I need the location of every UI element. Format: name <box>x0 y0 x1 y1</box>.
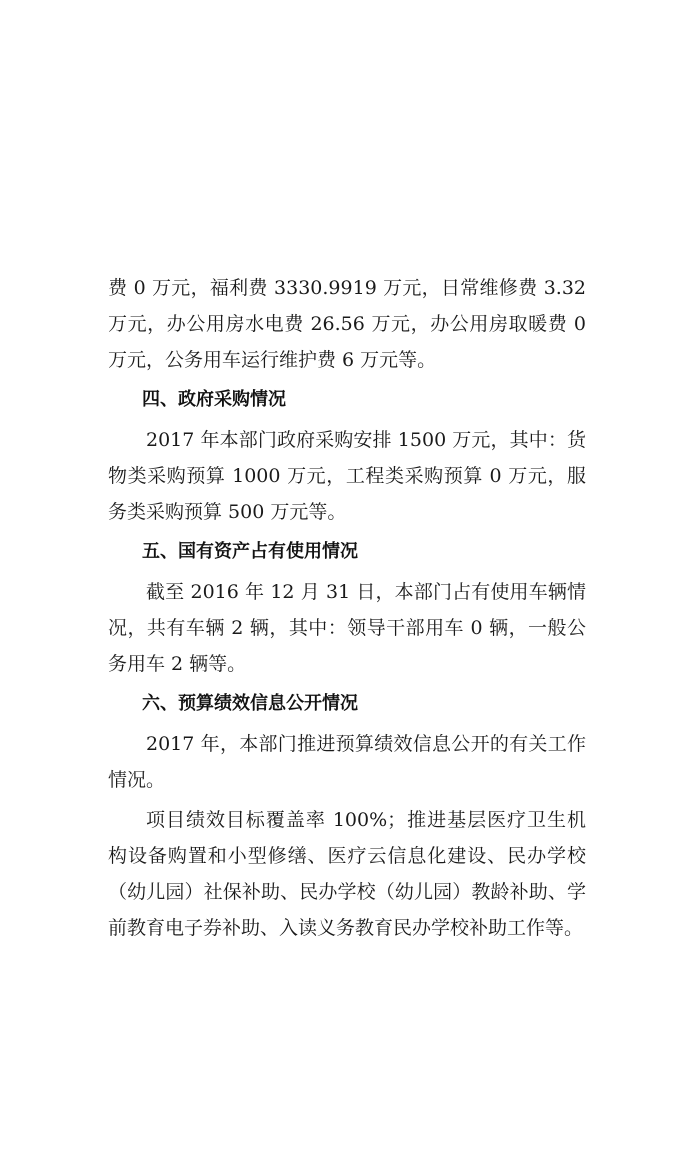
performance-paragraph-2: 项目绩效目标覆盖率 100%；推进基层医疗卫生机构设备购置和小型修缮、医疗云信息化建设、民办学校（幼儿园）社保补助、民办学校（幼儿园）教龄补助、学前教育电子券补助、入读义务教育民办学校补助工作等。 <box>108 809 586 939</box>
performance-paragraph-1: 2017 年，本部门推进预算绩效信息公开的有关工作情况。 <box>108 733 586 791</box>
section-heading-state-assets: 五、国有资产占有使用情况 <box>142 541 358 562</box>
procurement-paragraph: 2017 年本部门政府采购安排 1500 万元，其中：货物类采购预算 1000 万元，工程类采购预算 0 万元，服务类采购预算 500 万元等。 <box>108 429 586 523</box>
intro-paragraph: 费 0 万元，福利费 3330.9919 万元，日常维修费 3.32 万元，办公用房水电费 26.56 万元，办公用房取暖费 0 万元，公务用车运行维护费 6 万元等。 <box>108 277 586 371</box>
document-body <box>108 270 586 946</box>
section-heading-performance-disclosure: 六、预算绩效信息公开情况 <box>142 693 358 714</box>
state-assets-paragraph: 截至 2016 年 12 月 31 日，本部门占有使用车辆情况，共有车辆 2 辆，其中：领导干部用车 0 辆，一般公务用车 2 辆等。 <box>108 581 586 675</box>
section-heading-procurement: 四、政府采购情况 <box>142 389 286 410</box>
